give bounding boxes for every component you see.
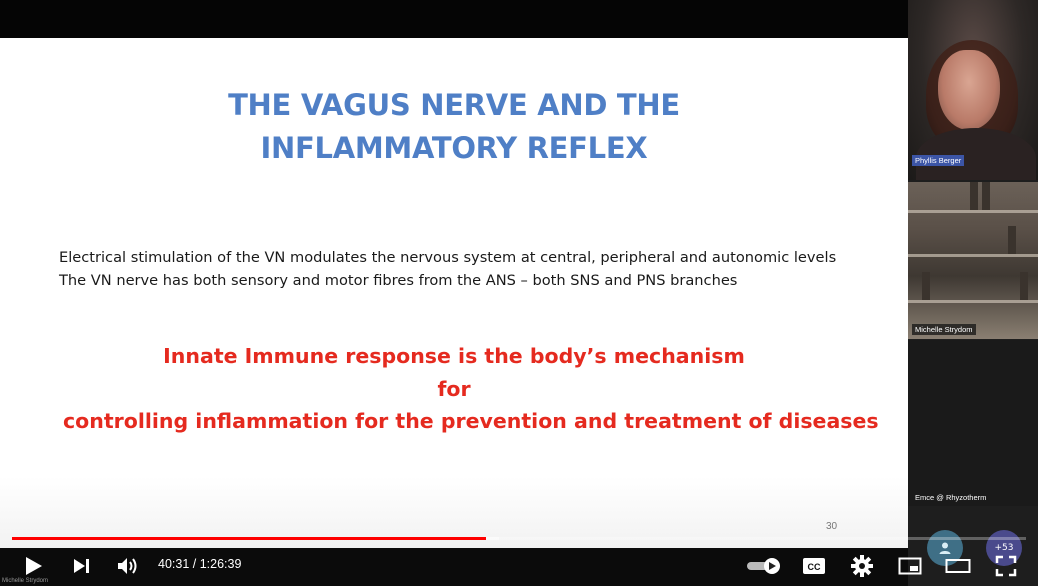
participant-name: Michelle Strydom bbox=[912, 324, 976, 335]
time-separator: / bbox=[189, 557, 200, 571]
bookshelf-shelf bbox=[908, 300, 1038, 303]
bookshelf-shelf bbox=[908, 254, 1038, 257]
cc-icon bbox=[802, 557, 826, 575]
theater-icon bbox=[945, 557, 971, 575]
slide-body bbox=[59, 246, 836, 292]
bookshelf-book bbox=[1008, 226, 1016, 254]
autoplay-toggle-icon bbox=[746, 557, 782, 575]
presentation-slide bbox=[0, 38, 908, 548]
play-icon bbox=[25, 556, 43, 576]
slide-highlight-line-2: for bbox=[437, 376, 471, 401]
slide-title-line-2: INFLAMMATORY REFLEX bbox=[260, 131, 648, 165]
slide-body-line-2: The VN nerve has both sensory and motor fibres from the ANS – both SNS and PNS branches bbox=[59, 272, 738, 289]
current-time: 40:31 bbox=[158, 557, 190, 571]
bookshelf-book bbox=[1020, 272, 1028, 300]
play-button[interactable] bbox=[20, 552, 48, 580]
progress-bar[interactable] bbox=[12, 537, 1026, 540]
player-controls bbox=[0, 545, 1038, 586]
fullscreen-icon bbox=[995, 555, 1017, 577]
more-participants-count: +53 bbox=[994, 543, 1014, 553]
slide-title-line-1: THE VAGUS NERVE AND THE bbox=[228, 88, 680, 122]
theater-mode-button[interactable] bbox=[944, 553, 972, 579]
bookshelf-shelf bbox=[908, 210, 1038, 213]
slide-highlight-line-1: Innate Immune response is the body’s mechanism bbox=[163, 344, 745, 368]
autoplay-toggle[interactable] bbox=[744, 555, 784, 577]
miniplayer-icon bbox=[898, 557, 922, 575]
miniplayer-button[interactable] bbox=[896, 553, 924, 579]
duration: 1:26:39 bbox=[199, 557, 242, 571]
next-icon bbox=[73, 558, 91, 574]
participant-video-body bbox=[916, 128, 1036, 180]
participants-panel bbox=[908, 0, 1038, 586]
volume-button[interactable] bbox=[114, 552, 142, 580]
bookshelf-book bbox=[970, 182, 978, 210]
bookshelf-book bbox=[982, 182, 990, 210]
participant-name: Phyllis Berger bbox=[912, 155, 964, 166]
slide-number: 30 bbox=[826, 521, 838, 532]
participant-video-face bbox=[938, 50, 1000, 130]
slide-highlight bbox=[0, 340, 908, 438]
slide-title bbox=[0, 84, 908, 170]
participant-name: Emce @ Rhyzotherm bbox=[915, 493, 987, 502]
time-display bbox=[158, 557, 241, 571]
progress-played bbox=[12, 537, 486, 540]
participant-tile bbox=[908, 0, 1038, 180]
participant-tile bbox=[908, 340, 1038, 506]
fullscreen-button[interactable] bbox=[992, 552, 1020, 580]
svg-text:CC: CC bbox=[807, 562, 821, 572]
slide-body-line-1: Electrical stimulation of the VN modulates the nervous system at central, peripheral and autonomic levels bbox=[59, 249, 837, 266]
settings-button[interactable] bbox=[848, 552, 876, 580]
video-letterbox-top bbox=[0, 0, 908, 38]
participant-tile bbox=[908, 182, 1038, 339]
bottom-caption: Michelle Strydom bbox=[2, 578, 49, 584]
bookshelf-book bbox=[922, 272, 930, 300]
volume-icon bbox=[117, 557, 139, 575]
slide-highlight-line-3: controlling inflammation for the prevention and treatment of diseases bbox=[63, 409, 879, 433]
captions-button[interactable] bbox=[800, 553, 828, 579]
gear-icon bbox=[851, 555, 873, 577]
next-button[interactable] bbox=[68, 552, 96, 580]
